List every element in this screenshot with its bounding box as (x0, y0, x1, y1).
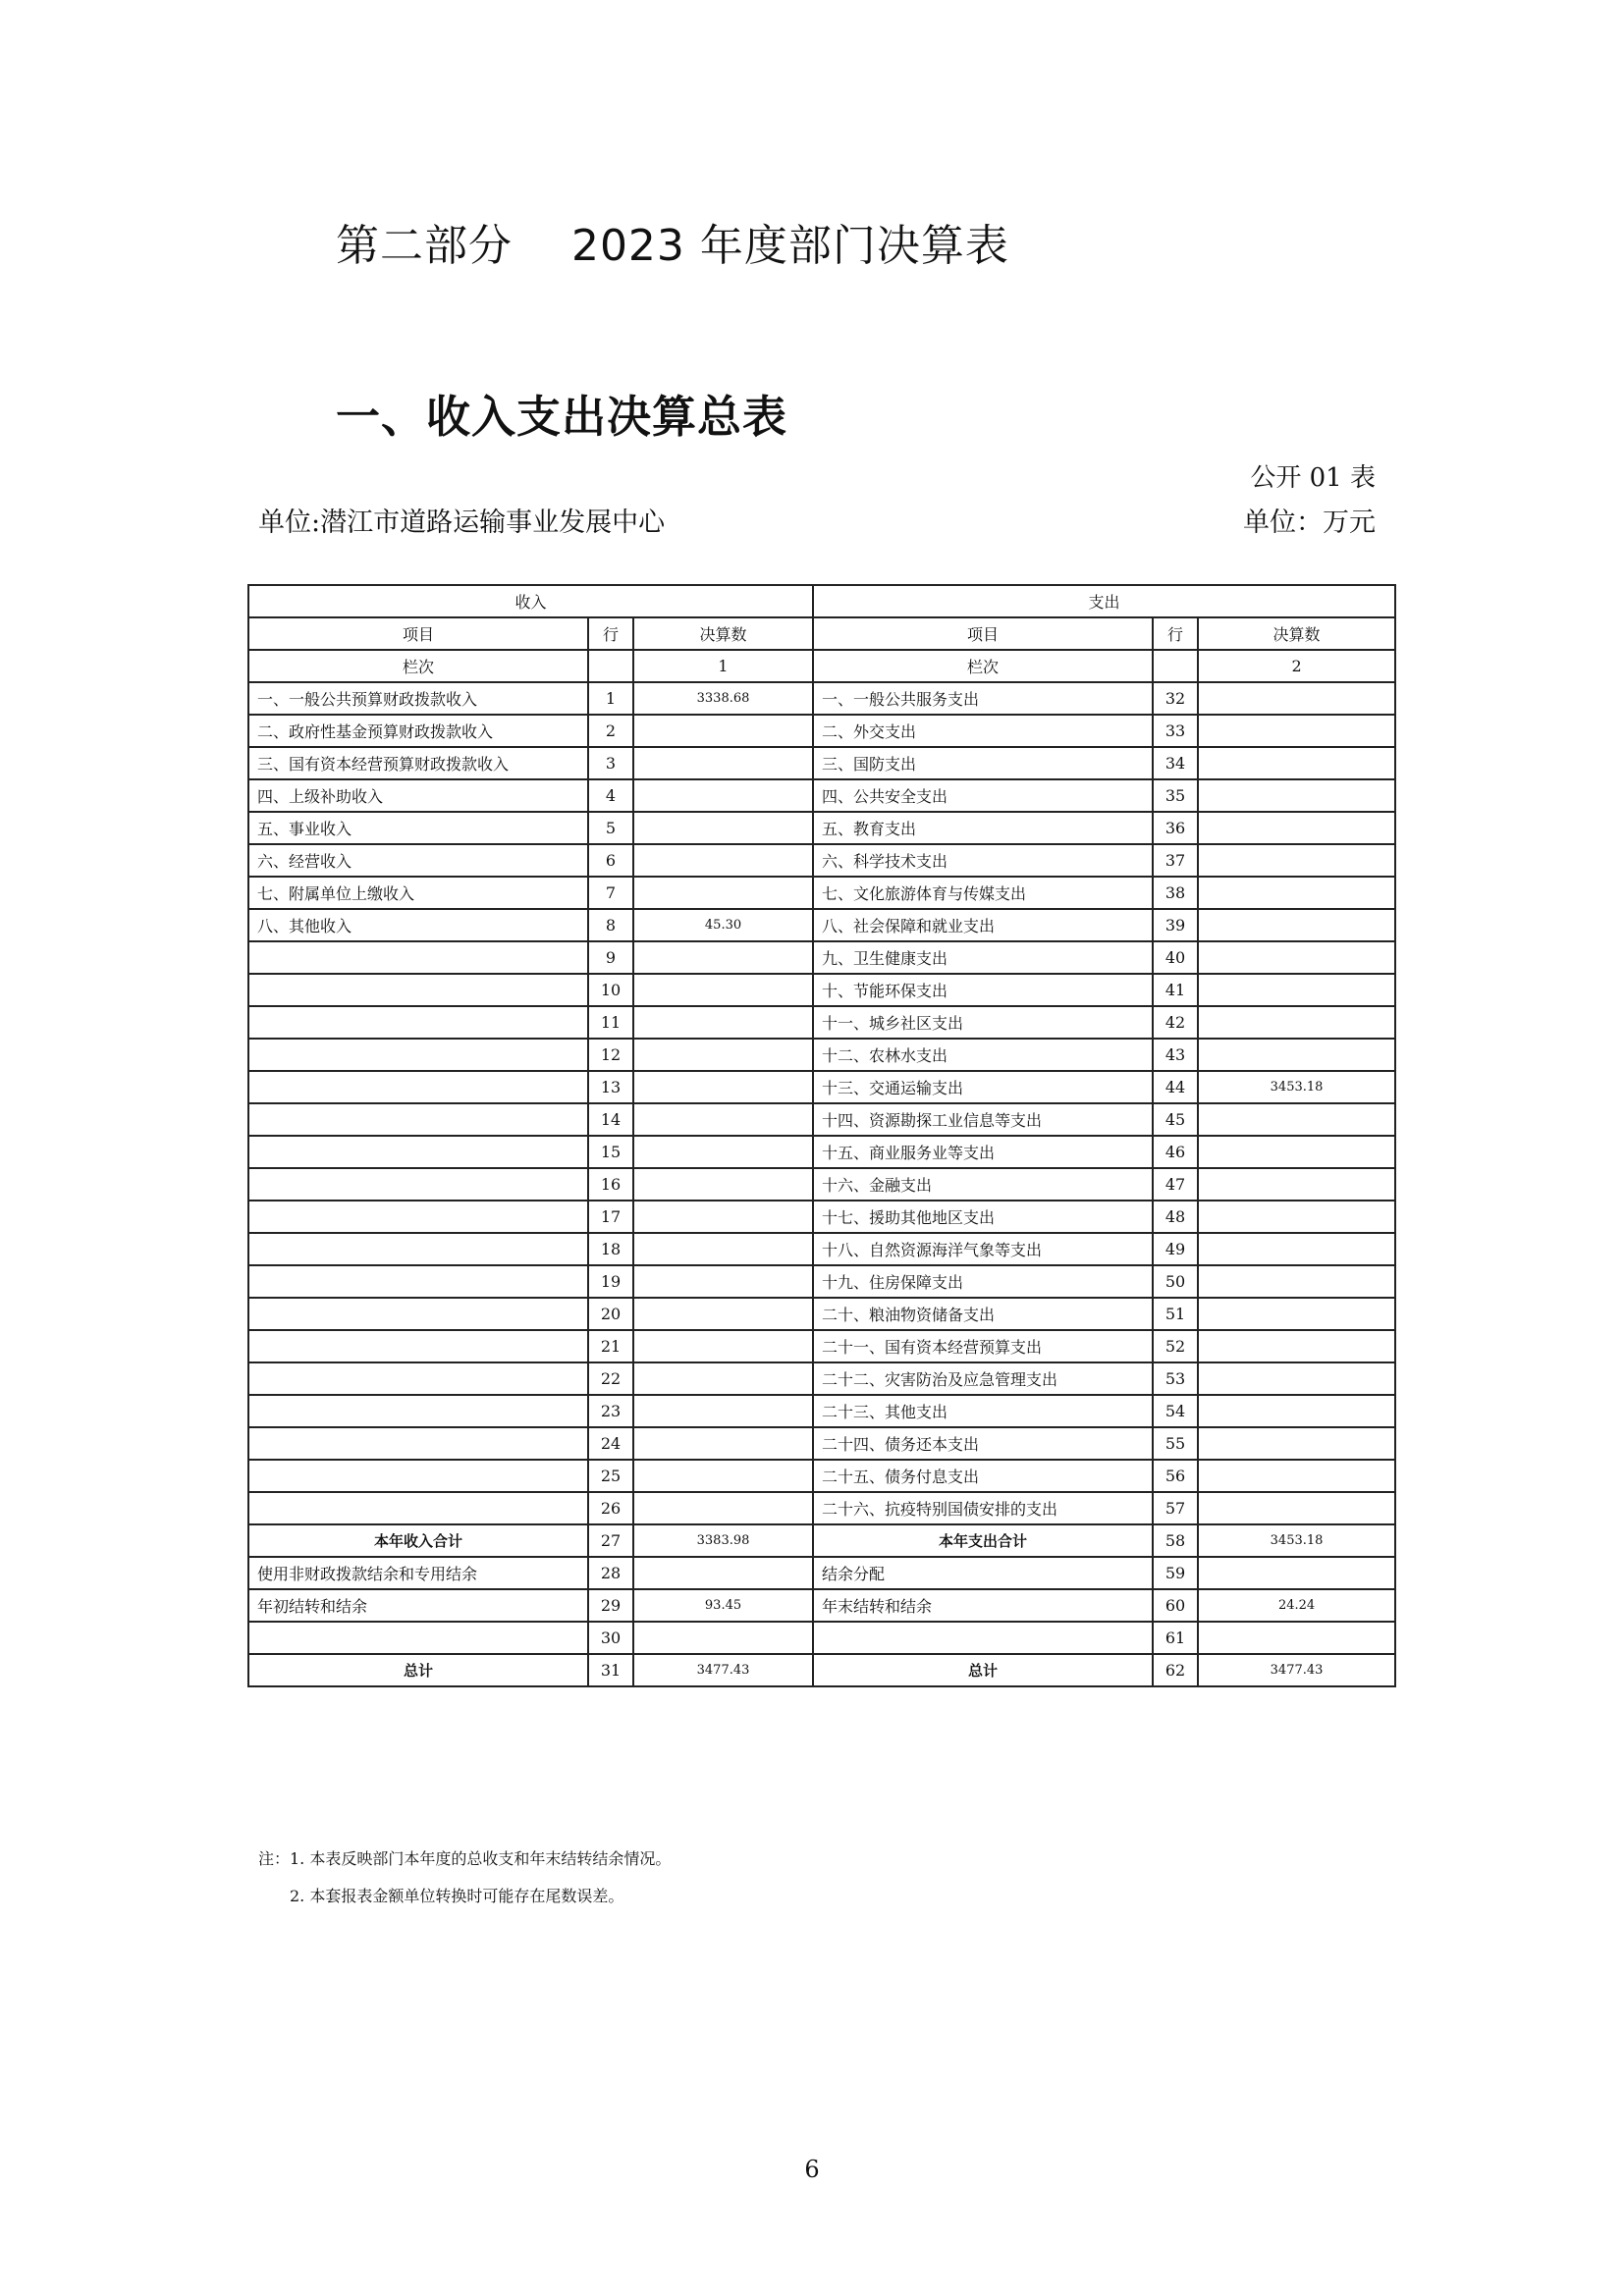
table-row (248, 1654, 1395, 1686)
income-amount (633, 1039, 813, 1071)
expense-line-number: 36 (1153, 812, 1198, 844)
table-row (248, 1233, 1395, 1265)
table-row (248, 1136, 1395, 1168)
expense-item: 十五、商业服务业等支出 (813, 1136, 1153, 1168)
table-row (248, 1006, 1395, 1039)
expense-column-order-label: 栏次 (813, 650, 1153, 682)
expense-amount (1198, 747, 1395, 779)
income-amount (633, 1492, 813, 1524)
expense-item: 十、节能环保支出 (813, 974, 1153, 1006)
expense-amount (1198, 844, 1395, 877)
expense-line-number: 53 (1153, 1362, 1198, 1395)
income-amount (633, 974, 813, 1006)
income-amount (633, 1330, 813, 1362)
income-line-number: 24 (588, 1427, 633, 1460)
income-item (248, 1006, 588, 1039)
expense-line-number: 59 (1153, 1557, 1198, 1589)
income-amount: 93.45 (633, 1589, 813, 1622)
income-line-number: 9 (588, 941, 633, 974)
expense-item: 十九、住房保障支出 (813, 1265, 1153, 1298)
expense-item: 二十四、债务还本支出 (813, 1427, 1153, 1460)
income-line-number: 23 (588, 1395, 633, 1427)
income-line-number: 28 (588, 1557, 633, 1589)
expense-item-header: 项目 (813, 617, 1153, 650)
income-amount: 3383.98 (633, 1524, 813, 1557)
expense-amount (1198, 1039, 1395, 1071)
income-amount (633, 1460, 813, 1492)
expense-amount-header: 决算数 (1198, 617, 1395, 650)
expense-item: 八、社会保障和就业支出 (813, 909, 1153, 941)
table-row (248, 1589, 1395, 1622)
income-item (248, 1298, 588, 1330)
expense-line-number: 33 (1153, 715, 1198, 747)
expense-amount: 3453.18 (1198, 1071, 1395, 1103)
income-amount (633, 1233, 813, 1265)
expense-amount (1198, 1136, 1395, 1168)
expense-amount (1198, 909, 1395, 941)
expense-amount: 3453.18 (1198, 1524, 1395, 1557)
income-amount (633, 1265, 813, 1298)
income-line-number: 3 (588, 747, 633, 779)
expense-amount (1198, 1298, 1395, 1330)
income-line-number: 11 (588, 1006, 633, 1039)
expense-amount (1198, 1265, 1395, 1298)
income-amount (633, 1395, 813, 1427)
income-amount (633, 1427, 813, 1460)
income-amount (633, 1103, 813, 1136)
expense-amount: 3477.43 (1198, 1654, 1395, 1686)
table-row (248, 909, 1395, 941)
income-item (248, 1201, 588, 1233)
income-item (248, 1265, 588, 1298)
table-row (248, 1330, 1395, 1362)
income-line-number: 31 (588, 1654, 633, 1686)
income-line-number: 13 (588, 1071, 633, 1103)
expense-item: 二十五、债务付息支出 (813, 1460, 1153, 1492)
income-line-number: 29 (588, 1589, 633, 1622)
expense-amount (1198, 682, 1395, 715)
note-2: 2. 本套报表金额单位转换时可能存在尾数误差。 (290, 1887, 624, 1905)
expense-item: 二十六、抗疫特别国债安排的支出 (813, 1492, 1153, 1524)
part-title: 第二部分 2023 年度部门决算表 (336, 221, 1009, 271)
expense-line-number: 56 (1153, 1460, 1198, 1492)
income-amount (633, 1136, 813, 1168)
income-item (248, 1103, 588, 1136)
income-item (248, 1330, 588, 1362)
table-row (248, 974, 1395, 1006)
expense-item: 九、卫生健康支出 (813, 941, 1153, 974)
expense-line-number: 60 (1153, 1589, 1198, 1622)
expense-line-header: 行 (1153, 617, 1198, 650)
income-group-header: 收入 (248, 585, 813, 617)
table-row (248, 1168, 1395, 1201)
income-item (248, 1362, 588, 1395)
expense-line-number: 41 (1153, 974, 1198, 1006)
table-row (248, 779, 1395, 812)
income-line-number: 7 (588, 877, 633, 909)
income-amount (633, 812, 813, 844)
income-line-number: 18 (588, 1233, 633, 1265)
table-code: 公开 01 表 (1250, 463, 1376, 493)
expense-line-number: 38 (1153, 877, 1198, 909)
income-item: 二、政府性基金预算财政拨款收入 (248, 715, 588, 747)
table-row (248, 1622, 1395, 1654)
income-expense-table (247, 584, 1396, 1687)
income-item (248, 1622, 588, 1654)
income-line-number: 26 (588, 1492, 633, 1524)
income-line-number: 30 (588, 1622, 633, 1654)
expense-line-number: 61 (1153, 1622, 1198, 1654)
expense-line-number: 55 (1153, 1427, 1198, 1460)
income-item (248, 1233, 588, 1265)
income-line-number: 12 (588, 1039, 633, 1071)
expense-item: 六、科学技术支出 (813, 844, 1153, 877)
expense-line-number: 35 (1153, 779, 1198, 812)
income-item (248, 1168, 588, 1201)
expense-item: 十二、农林水支出 (813, 1039, 1153, 1071)
expense-amount (1198, 1103, 1395, 1136)
expense-amount (1198, 1006, 1395, 1039)
expense-item: 二十二、灾害防治及应急管理支出 (813, 1362, 1153, 1395)
income-amount (633, 1006, 813, 1039)
income-amount (633, 1557, 813, 1589)
income-line-number: 1 (588, 682, 633, 715)
income-item: 四、上级补助收入 (248, 779, 588, 812)
income-item: 总计 (248, 1654, 588, 1686)
expense-amount (1198, 1492, 1395, 1524)
expense-amount (1198, 779, 1395, 812)
expense-line-number: 47 (1153, 1168, 1198, 1201)
income-amount (633, 779, 813, 812)
table-row (248, 1039, 1395, 1071)
note-1: 注：1. 本表反映部门本年度的总收支和年末结转结余情况。 (258, 1849, 672, 1868)
income-item (248, 1039, 588, 1071)
income-line-number: 21 (588, 1330, 633, 1362)
income-item (248, 1427, 588, 1460)
expense-item: 十七、援助其他地区支出 (813, 1201, 1153, 1233)
income-line-number: 15 (588, 1136, 633, 1168)
income-amount (633, 1201, 813, 1233)
income-item: 五、事业收入 (248, 812, 588, 844)
table-row (248, 1557, 1395, 1589)
table-row (248, 1071, 1395, 1103)
income-item (248, 1460, 588, 1492)
table-row (248, 1492, 1395, 1524)
expense-line-number: 43 (1153, 1039, 1198, 1071)
income-item: 本年收入合计 (248, 1524, 588, 1557)
income-item: 使用非财政拨款结余和专用结余 (248, 1557, 588, 1589)
income-line-number: 20 (588, 1298, 633, 1330)
expense-item: 十四、资源勘探工业信息等支出 (813, 1103, 1153, 1136)
table-row (248, 1362, 1395, 1395)
table-row (248, 1460, 1395, 1492)
expense-line-number: 32 (1153, 682, 1198, 715)
income-line-number: 17 (588, 1201, 633, 1233)
column-order-row (248, 650, 1395, 682)
income-amount-header: 决算数 (633, 617, 813, 650)
expense-item: 十三、交通运输支出 (813, 1071, 1153, 1103)
income-line-number: 14 (588, 1103, 633, 1136)
income-line-number: 25 (588, 1460, 633, 1492)
income-item (248, 1395, 588, 1427)
income-line-number: 16 (588, 1168, 633, 1201)
income-amount: 45.30 (633, 909, 813, 941)
expense-item: 二、外交支出 (813, 715, 1153, 747)
page-number: 6 (804, 2156, 820, 2183)
expense-amount (1198, 812, 1395, 844)
income-line-number: 5 (588, 812, 633, 844)
group-header-row (248, 585, 1395, 617)
expense-item: 二十三、其他支出 (813, 1395, 1153, 1427)
income-amount: 3477.43 (633, 1654, 813, 1686)
expense-line-number: 48 (1153, 1201, 1198, 1233)
income-item (248, 1492, 588, 1524)
table-row (248, 1524, 1395, 1557)
income-line-number: 6 (588, 844, 633, 877)
expense-amount (1198, 1622, 1395, 1654)
table-row (248, 812, 1395, 844)
expense-line-number: 39 (1153, 909, 1198, 941)
table-notes (258, 1841, 671, 1915)
income-amount (633, 1298, 813, 1330)
expense-column-order-blank (1153, 650, 1198, 682)
expense-line-number: 34 (1153, 747, 1198, 779)
expense-item: 本年支出合计 (813, 1524, 1153, 1557)
income-line-number: 27 (588, 1524, 633, 1557)
table-row (248, 844, 1395, 877)
income-amount (633, 941, 813, 974)
expense-item: 二十一、国有资本经营预算支出 (813, 1330, 1153, 1362)
expense-amount (1198, 941, 1395, 974)
income-line-number: 22 (588, 1362, 633, 1395)
income-item (248, 1136, 588, 1168)
expense-item: 十六、金融支出 (813, 1168, 1153, 1201)
expense-line-number: 51 (1153, 1298, 1198, 1330)
income-item: 三、国有资本经营预算财政拨款收入 (248, 747, 588, 779)
income-item: 八、其他收入 (248, 909, 588, 941)
income-item-header: 项目 (248, 617, 588, 650)
expense-line-number: 46 (1153, 1136, 1198, 1168)
income-item: 七、附属单位上缴收入 (248, 877, 588, 909)
expense-group-header: 支出 (813, 585, 1395, 617)
expense-amount (1198, 1427, 1395, 1460)
table-row (248, 715, 1395, 747)
table-row (248, 1395, 1395, 1427)
column-header-row (248, 617, 1395, 650)
expense-item: 二十、粮油物资储备支出 (813, 1298, 1153, 1330)
income-amount (633, 1362, 813, 1395)
expense-item: 一、一般公共服务支出 (813, 682, 1153, 715)
expense-amount (1198, 1460, 1395, 1492)
income-item: 六、经营收入 (248, 844, 588, 877)
expense-item: 年末结转和结余 (813, 1589, 1153, 1622)
expense-line-number: 52 (1153, 1330, 1198, 1362)
income-column-order-blank (588, 650, 633, 682)
expense-item: 五、教育支出 (813, 812, 1153, 844)
income-item (248, 1071, 588, 1103)
income-amount (633, 715, 813, 747)
table-row (248, 1427, 1395, 1460)
expense-amount (1198, 1362, 1395, 1395)
income-line-header: 行 (588, 617, 633, 650)
income-line-number: 4 (588, 779, 633, 812)
income-line-number: 10 (588, 974, 633, 1006)
expense-amount (1198, 1233, 1395, 1265)
expense-item: 结余分配 (813, 1557, 1153, 1589)
income-item (248, 974, 588, 1006)
table-row (248, 747, 1395, 779)
table-row (248, 1201, 1395, 1233)
expense-amount (1198, 877, 1395, 909)
expense-line-number: 58 (1153, 1524, 1198, 1557)
expense-item (813, 1622, 1153, 1654)
expense-amount (1198, 1330, 1395, 1362)
expense-line-number: 44 (1153, 1071, 1198, 1103)
expense-amount (1198, 1168, 1395, 1201)
expense-amount (1198, 974, 1395, 1006)
expense-amount (1198, 715, 1395, 747)
table-row (248, 1265, 1395, 1298)
income-column-number: 1 (633, 650, 813, 682)
income-line-number: 8 (588, 909, 633, 941)
expense-amount (1198, 1201, 1395, 1233)
income-amount (633, 844, 813, 877)
income-amount (633, 747, 813, 779)
expense-line-number: 45 (1153, 1103, 1198, 1136)
income-amount (633, 1622, 813, 1654)
table-row (248, 1298, 1395, 1330)
expense-column-number: 2 (1198, 650, 1395, 682)
expense-item: 四、公共安全支出 (813, 779, 1153, 812)
income-line-number: 19 (588, 1265, 633, 1298)
expense-line-number: 54 (1153, 1395, 1198, 1427)
expense-line-number: 37 (1153, 844, 1198, 877)
expense-line-number: 40 (1153, 941, 1198, 974)
section-title: 一、收入支出决算总表 (336, 391, 788, 443)
table-row (248, 941, 1395, 974)
expense-line-number: 49 (1153, 1233, 1198, 1265)
income-amount (633, 877, 813, 909)
income-line-number: 2 (588, 715, 633, 747)
table-row (248, 682, 1395, 715)
expense-amount (1198, 1557, 1395, 1589)
expense-item: 十一、城乡社区支出 (813, 1006, 1153, 1039)
expense-item: 总计 (813, 1654, 1153, 1686)
expense-item: 七、文化旅游体育与传媒支出 (813, 877, 1153, 909)
expense-amount: 24.24 (1198, 1589, 1395, 1622)
expense-line-number: 62 (1153, 1654, 1198, 1686)
expense-item: 十八、自然资源海洋气象等支出 (813, 1233, 1153, 1265)
expense-item: 三、国防支出 (813, 747, 1153, 779)
reporting-unit: 单位:潜江市道路运输事业发展中心 (258, 507, 666, 538)
expense-line-number: 50 (1153, 1265, 1198, 1298)
income-item: 年初结转和结余 (248, 1589, 588, 1622)
income-item: 一、一般公共预算财政拨款收入 (248, 682, 588, 715)
income-amount: 3338.68 (633, 682, 813, 715)
income-amount (633, 1071, 813, 1103)
expense-line-number: 42 (1153, 1006, 1198, 1039)
expense-amount (1198, 1395, 1395, 1427)
table-row (248, 1103, 1395, 1136)
income-column-order-label: 栏次 (248, 650, 588, 682)
expense-line-number: 57 (1153, 1492, 1198, 1524)
income-amount (633, 1168, 813, 1201)
income-item (248, 941, 588, 974)
currency-unit: 单位：万元 (1243, 507, 1376, 538)
table-row (248, 877, 1395, 909)
